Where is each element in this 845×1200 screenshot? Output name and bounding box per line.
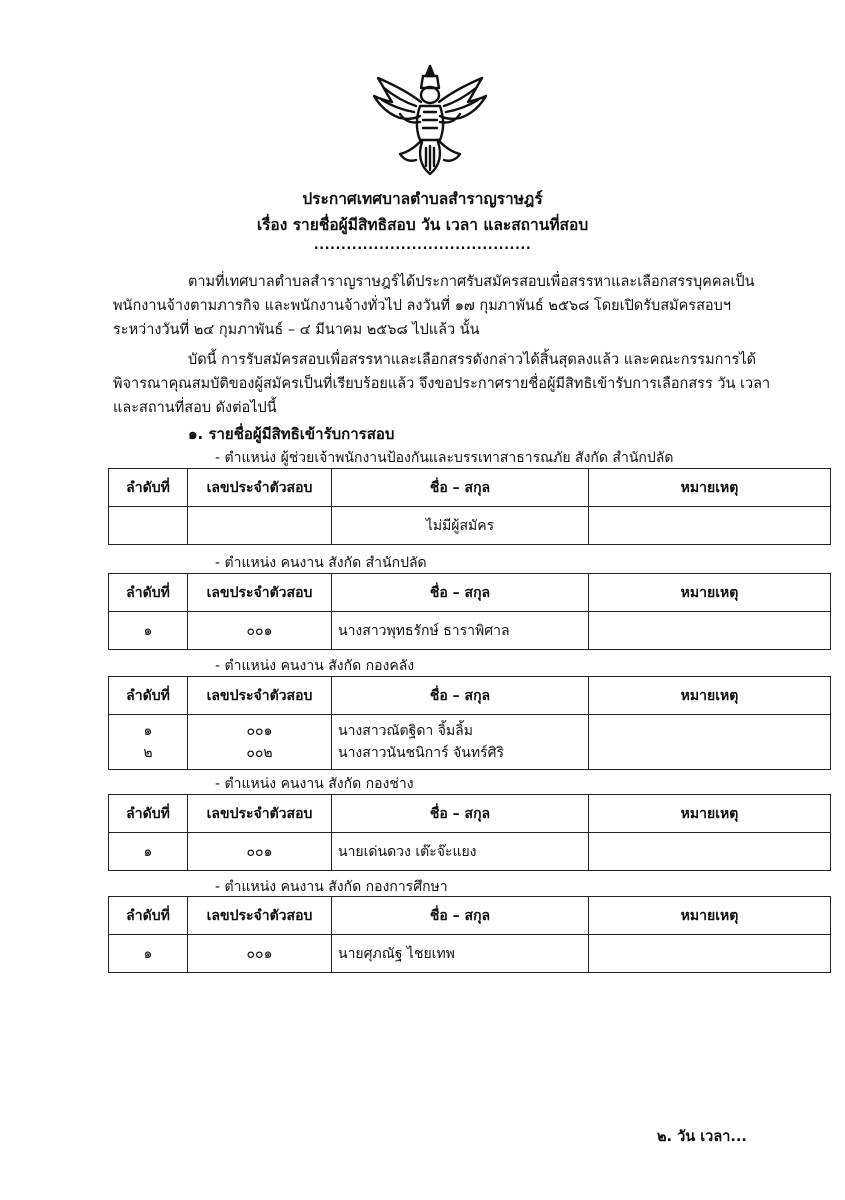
header-name: ชื่อ – สกุล — [332, 469, 589, 507]
candidate-table — [108, 676, 831, 770]
header-order: ลำดับที่ — [109, 897, 188, 935]
cell-exam-id — [188, 715, 332, 770]
cell-exam-id — [188, 507, 332, 545]
cell-exam-id: ๐๐๑ — [188, 612, 332, 650]
table-row — [109, 935, 831, 973]
header-note: หมายเหตุ — [589, 897, 831, 935]
cell-order: ๑ — [109, 935, 188, 973]
cell-note — [589, 612, 831, 650]
cell-name: นายเด่นดวง เต๊ะจ๊ะแยง — [332, 833, 589, 871]
candidate-table — [108, 468, 831, 545]
header-name: ชื่อ – สกุล — [332, 677, 589, 715]
cell-order — [109, 715, 188, 770]
header-note: หมายเหตุ — [589, 574, 831, 612]
no-applicant-text: ไม่มีผู้สมัคร — [332, 507, 589, 545]
header-note: หมายเหตุ — [589, 795, 831, 833]
cell-name: นายศุภณัฐ ไชยเทพ — [332, 935, 589, 973]
header-exam-id: เลขประจำตัวสอบ — [188, 469, 332, 507]
position-label: - ตำแหน่ง คนงาน สังกัด กองการศึกษา — [215, 879, 448, 895]
cell-order: ๑ — [109, 833, 188, 871]
candidate-table — [108, 896, 831, 973]
position-label: - ตำแหน่ง คนงาน สังกัด กองช่าง — [215, 776, 414, 792]
exam-id-2: ๐๐๒ — [246, 745, 273, 761]
cell-note — [589, 935, 831, 973]
exam-id-1: ๐๐๑ — [246, 723, 273, 739]
table-row — [109, 507, 831, 545]
page-subject: เรื่อง รายชื่อผู้มีสิทธิสอบ วัน เวลา และสถานที่สอบ — [256, 216, 589, 234]
section-heading: ๑. รายชื่อผู้มีสิทธิเข้ารับการสอบ — [188, 425, 395, 443]
header-exam-id: เลขประจำตัวสอบ — [188, 574, 332, 612]
page-title: ประกาศเทศบาลตำบลสำราญราษฎร์ — [302, 190, 543, 208]
cell-note — [589, 833, 831, 871]
title-separator: ........................................ — [313, 238, 532, 253]
header-order: ลำดับที่ — [109, 469, 188, 507]
table-row — [109, 833, 831, 871]
para2-line3: และสถานที่สอบ ดังต่อไปนี้ — [113, 400, 277, 416]
candidate-table — [108, 573, 831, 650]
header-order: ลำดับที่ — [109, 795, 188, 833]
para1-line1: ตามที่เทศบาลตำบลสำราญราษฎร์ได้ประกาศรับสมัครสอบเพื่อสรรหาและเลือกสรรบุคคลเป็น — [188, 274, 755, 290]
header-name: ชื่อ – สกุล — [332, 897, 589, 935]
order-1: ๑ — [143, 723, 153, 739]
cell-name — [332, 715, 589, 770]
cell-name: นางสาวพุทธรักษ์ ธาราพิศาล — [332, 612, 589, 650]
table-row — [109, 715, 831, 770]
para1-line2: พนักงานจ้างตามภารกิจ และพนักงานจ้างทั่วไป ลงวันที่ ๑๗ กุมภาพันธ์ ๒๕๖๘ โดยเปิดรับสมัครสอบฯ — [113, 298, 731, 314]
cell-exam-id: ๐๐๑ — [188, 935, 332, 973]
header-exam-id: เลขประจำตัวสอบ — [188, 897, 332, 935]
name-2: นางสาวนันชนิการ์ จันทร์ศิริ — [338, 745, 504, 761]
cell-order — [109, 507, 188, 545]
position-label: - ตำแหน่ง ผู้ช่วยเจ้าพนักงานป้องกันและบรรเทาสาธารณภัย สังกัด สำนักปลัด — [215, 450, 674, 466]
header-order: ลำดับที่ — [109, 677, 188, 715]
cell-exam-id: ๐๐๑ — [188, 833, 332, 871]
order-2: ๒ — [143, 745, 153, 761]
name-1: นางสาวณัตฐิดา จิ้มลิ้ม — [338, 723, 473, 739]
header-exam-id: เลขประจำตัวสอบ — [188, 795, 332, 833]
para1-line3: ระหว่างวันที่ ๒๔ กุมภาพันธ์ – ๔ มีนาคม ๒๕๖๘ ไปแล้ว นั้น — [113, 322, 480, 338]
cell-order: ๑ — [109, 612, 188, 650]
next-page-marker: ๒. วัน เวลา... — [657, 1129, 747, 1145]
candidate-table — [108, 794, 831, 871]
position-label: - ตำแหน่ง คนงาน สังกัด กองคลัง — [215, 658, 415, 674]
position-label: - ตำแหน่ง คนงาน สังกัด สำนักปลัด — [215, 555, 427, 571]
para2-line1: บัดนี้ การรับสมัครสอบเพื่อสรรหาและเลือกสรรดังกล่าวได้สิ้นสุดลงแล้ว และคณะกรรมการได้ — [188, 352, 757, 368]
header-exam-id: เลขประจำตัวสอบ — [188, 677, 332, 715]
header-name: ชื่อ – สกุล — [332, 795, 589, 833]
cell-note — [589, 715, 831, 770]
table-row — [109, 612, 831, 650]
header-note: หมายเหตุ — [589, 469, 831, 507]
header-name: ชื่อ – สกุล — [332, 574, 589, 612]
cell-note — [589, 507, 831, 545]
header-note: หมายเหตุ — [589, 677, 831, 715]
para2-line2: พิจารณาคุณสมบัติของผู้สมัครเป็นที่เรียบร้อยแล้ว จึงขอประกาศรายชื่อผู้มีสิทธิเข้ารับการเลือกสรร วัน เวลา — [113, 376, 771, 392]
garuda-emblem-icon — [370, 62, 490, 180]
header-order: ลำดับที่ — [109, 574, 188, 612]
